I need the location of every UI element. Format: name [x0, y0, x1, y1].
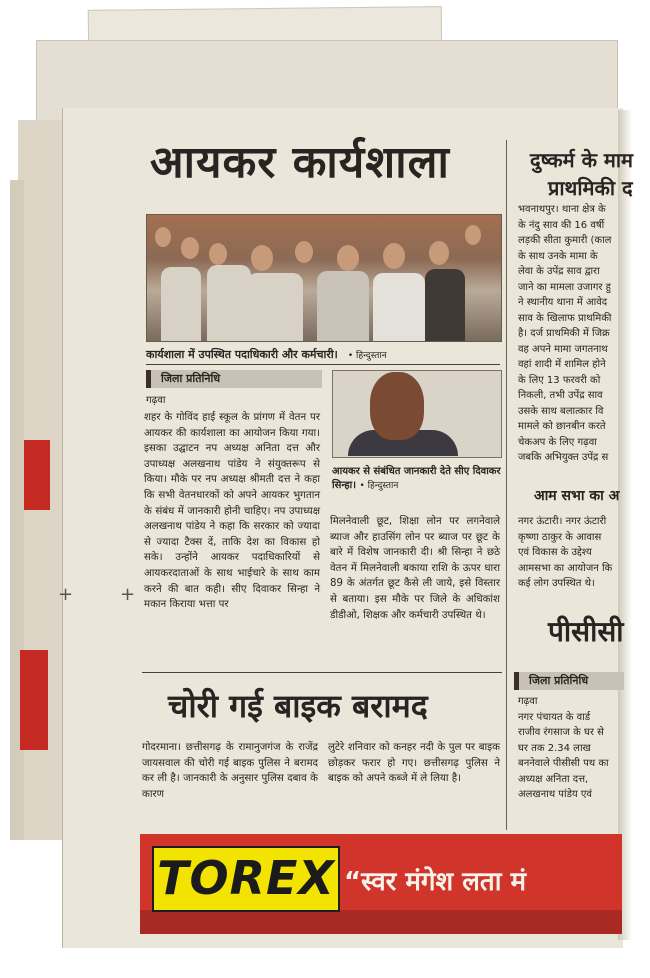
right-line: वह अपने मामा जगतनाथ	[518, 343, 608, 355]
column-divider	[506, 140, 507, 830]
crop-mark: +	[58, 584, 74, 605]
right-line: वहां शादी में शामिल होने	[518, 359, 606, 370]
right-line: ने स्थानीय थाना में आवेद	[518, 297, 608, 308]
right-story-2-text	[518, 514, 612, 592]
right-line: भवनाथपुर। थाना क्षेत्र के	[518, 204, 606, 215]
right-line: चेकअप के लिए गढ़वा	[518, 436, 597, 448]
photo-source: • हिन्दुस्तान	[347, 351, 387, 361]
right-line: कृष्णा ठाकुर के आवास	[518, 531, 602, 543]
right-line: आमसभा का आयोजन कि	[518, 562, 613, 574]
main-story-column-1	[144, 410, 320, 613]
page-edge-shadow	[618, 110, 632, 940]
right-line: के साथ उनके मामा के	[518, 250, 598, 262]
right-headline-line-1: दुष्कर्म के माम	[530, 148, 633, 172]
right-line: जाने का मामला उजागर हु	[518, 281, 611, 293]
right-story-text	[518, 202, 612, 466]
right-line: अध्यक्ष अनिता दत्त,	[518, 773, 589, 785]
divider	[142, 672, 502, 673]
right-line: राजीव रंगसाज के घर से	[518, 727, 604, 738]
speaker-photo-face	[370, 372, 424, 440]
right-bureau-label: जिला प्रतिनिधि	[514, 672, 624, 690]
dateline-place: गढ़वा	[146, 395, 166, 406]
bike-story-column-1: गोदरमाना। छत्तीसगढ़ के रामानुजगंज के राजेंद्र जायसवाल की चोरी गई बाइक पुलिस ने बरामद कर ली है। जानकारी के अनुसार पुलिस दबाव के कारण	[142, 742, 318, 800]
bike-story-column-2: लुटेरे शनिवार को कनहर नदी के पुल पर बाइक छोड़कर फरार हो गए। छत्तीसगढ़ पुलिस ने बाइक को अपने कब्जे में ले लिया है।	[328, 742, 500, 785]
right-line: एवं विकास के उद्देश्य	[518, 547, 592, 558]
right-line: जबकि अभियुक्त उपेंद्र स	[518, 452, 609, 463]
right-line: घर तक 2.34 लाख	[518, 742, 591, 754]
right-line: है। दर्ज प्राथमिकी में जिक्र	[518, 328, 610, 339]
right-headline-2: पीसीसी	[548, 615, 624, 648]
right-line: साव के खिलाफ प्राथमिकी	[518, 312, 612, 324]
right-headline-line-2: प्राथमिकी द	[548, 176, 633, 200]
photo-caption-text: कार्यशाला में उपस्थित पदाधिकारी और कर्मचारी।	[146, 348, 338, 361]
right-line: के नंदु साव की 16 वर्षी	[518, 219, 605, 231]
right-line: लड़की सीता कुमारी (काल	[518, 235, 612, 246]
left-red-fragment-lower	[20, 650, 48, 750]
right-line: नगर ऊंटारी। नगर ऊंटारी	[518, 516, 607, 527]
right-line: उसके साथ बलात्कार वि	[518, 405, 604, 417]
right-line: मामले को छानबीन करते	[518, 421, 606, 432]
right-story-3-text	[518, 694, 609, 803]
torex-tagline: “स्वर मंगेश लता मं	[344, 867, 527, 897]
workshop-photo	[146, 214, 502, 342]
torex-ad-strip	[140, 910, 622, 934]
speaker-caption-source: • हिन्दुस्तान	[359, 481, 399, 491]
main-story-paragraph: शहर के गोविंद हाई स्कूल के प्रांगण में वेतन पर आयकर की कार्यशाला का आयोजन किया गया। इसका उद्घाटन नप अध्यक्ष अनिता दत्त और उपाध्यक्ष अलखनाथ पांडेय ने संयुक्तरूप से किया। मौके पर नप अध्यक्ष श्रीमती दत्त ने कहा कि सभी वेतनधारकों को अपने आयकर भुगतान के संबंध में जानकारी होनी चाहिए। नप उपाध्यक्ष अलखनाथ पांडेय ने कहा कि सरकार को ज्यादा से ज्यादा टैक्स दें, ताकि देश का विकास हो सके। उन्होंने आयकर पदाधिकारियों से आयकरदाताओं के साथ भाईचारे के साथ काम करने की बात कही। सीए दिवाकर सिन्हा ने मकान किराया भत्ता पर	[144, 412, 320, 611]
right-dateline: गढ़वा	[518, 696, 538, 707]
speaker-caption-text: आयकर से संबंधित जानकारी देते सीए दिवाकर सिन्हा।	[332, 466, 501, 491]
right-line: लेवा के उपेंद्र साव द्वारा	[518, 266, 600, 277]
bureau-label: जिला प्रतिनिधि	[146, 370, 322, 388]
left-red-fragment	[24, 440, 50, 510]
right-line: बननेवाले पीसीसी पथ का	[518, 758, 609, 769]
photo-caption	[146, 347, 387, 362]
bike-story-headline: चोरी गई बाइक बरामद	[168, 687, 428, 725]
right-line: अलखनाथ पांडेय एवं	[518, 789, 592, 800]
main-headline: आयकर कार्यशाला	[150, 137, 450, 188]
right-line: निकली, तभी उपेंद्र साव	[518, 390, 603, 401]
torex-logo: TOREX	[152, 846, 340, 912]
right-line: के लिए 13 फरवरी को	[518, 374, 601, 386]
divider	[146, 364, 500, 365]
right-subhead: आम सभा का अ	[534, 488, 620, 504]
main-story-column-2: मिलनेवाली छूट, शिक्षा लोन पर लगनेवाले ब्याज और हाउसिंग लोन पर ब्याज पर छूट के बारे में विशेष जानकारी दी। श्री सिन्हा ने छठे वेतन में मिलनेवाली बकाया राशि के ऊपर धारा 89 के अंतर्गत छूट कैसे ली जाये, इसे विस्तार से बताया। इस मौके पर जिले के अधिकांश डीडीओ, शिक्षक और कर्मचारी उपस्थित थे।	[330, 516, 500, 621]
speaker-photo-caption	[332, 465, 502, 493]
right-line: कई लोग उपस्थित थे।	[518, 578, 595, 589]
crop-mark: +	[120, 584, 136, 605]
right-line: नगर पंचायत के वार्ड	[518, 711, 591, 723]
